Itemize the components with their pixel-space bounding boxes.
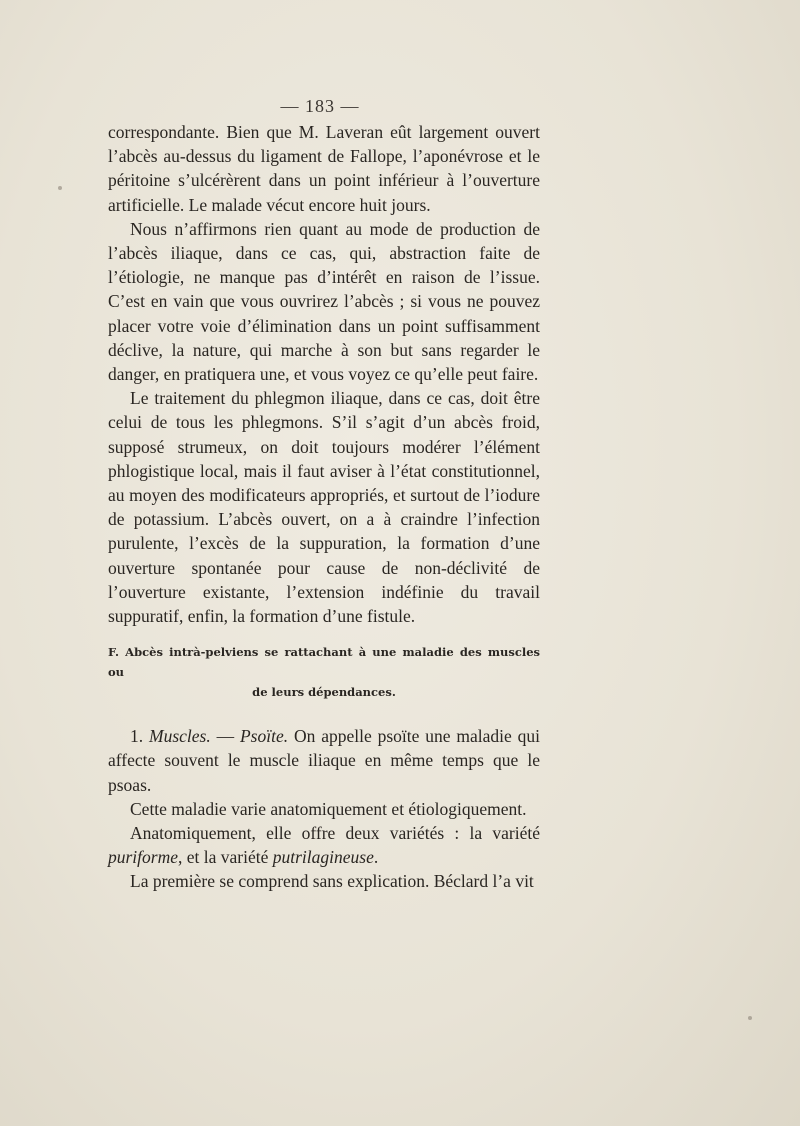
muscles-heading: Muscles.	[149, 726, 211, 747]
section-heading-line-2: de leurs dépendances.	[252, 685, 396, 700]
paragraph-2: Nous n’affirmons rien quant au mode de production de l’abcès iliaque, dans ce cas, qui, abstraction faite de l’étiologie, ne manque pas d’intérêt en raison de l’issue. C’est en vain que vous ouvrirez l’abcès ; si vous ne pouvez placer votre voie d’élimination dans un point suffisamment déclive, la nature, qui marche à son but sans regarder le danger, en pratiquera une, et vous voyez ce qu’elle peut faire.	[108, 218, 540, 385]
paragraph-muscles	[108, 724, 540, 797]
varieties-end: .	[373, 847, 379, 868]
varieties-intro: Anatomiquement, elle offre deux variétés : la variété	[130, 823, 540, 844]
variety-putrilagineuse: putrilagineuse	[272, 847, 374, 868]
paragraph-varieties	[108, 821, 540, 869]
variety-puriforme: puriforme	[108, 847, 178, 868]
muscles-text: On appelle psoïte une maladie qui affecte souvent le muscle iliaque en même temps que le psoas.	[108, 726, 541, 795]
text-body	[108, 120, 540, 894]
page-number: — 183 —	[280, 96, 360, 116]
muscles-dash: —	[210, 726, 240, 747]
psoite-heading: Psoïte.	[239, 726, 289, 747]
paragraph-1: correspondante. Bien que M. Laveran eût largement ouvert l’abcès au-dessus du ligament de Fallope, l’aponévrose et le péritoine s’ulcérèrent dans un point inférieur à l’ouverture artificielle. Le malade vécut encore huit jours.	[108, 122, 540, 215]
paragraph-last: La première se comprend sans explication. Béclard l’a vit	[130, 871, 534, 892]
muscles-number: 1.	[130, 726, 144, 747]
varieties-mid: , et la variété	[178, 847, 273, 868]
section-heading-line-1: F. Abcès intrà-pelviens se rattachant à une maladie des muscles ou	[108, 645, 540, 680]
section-heading	[108, 642, 540, 702]
paragraph-3: Le traitement du phlegmon iliaque, dans ce cas, doit être celui de tous les phlegmons. S’il s’agit d’un abcès froid, supposé strumeux, on doit toujours modérer l’élément phlogistique local, mais il faut aviser à l’état constitutionnel, au moyen des modificateurs appropriés, et surtout de l’iodure de potassium. L’abcès ouvert, on a à craindre l’infection purulente, l’excès de la suppuration, la formation d’une ouverture spontanée pour cause de non-déclivité de l’ouverture existante, l’extension indéfinie du travail suppuratif, enfin, la formation d’une fistule.	[108, 388, 540, 627]
paper-spot	[748, 1016, 752, 1020]
paragraph-anatomy: Cette maladie varie anatomiquement et étiologiquement.	[130, 798, 527, 819]
paper-spot	[58, 186, 62, 190]
